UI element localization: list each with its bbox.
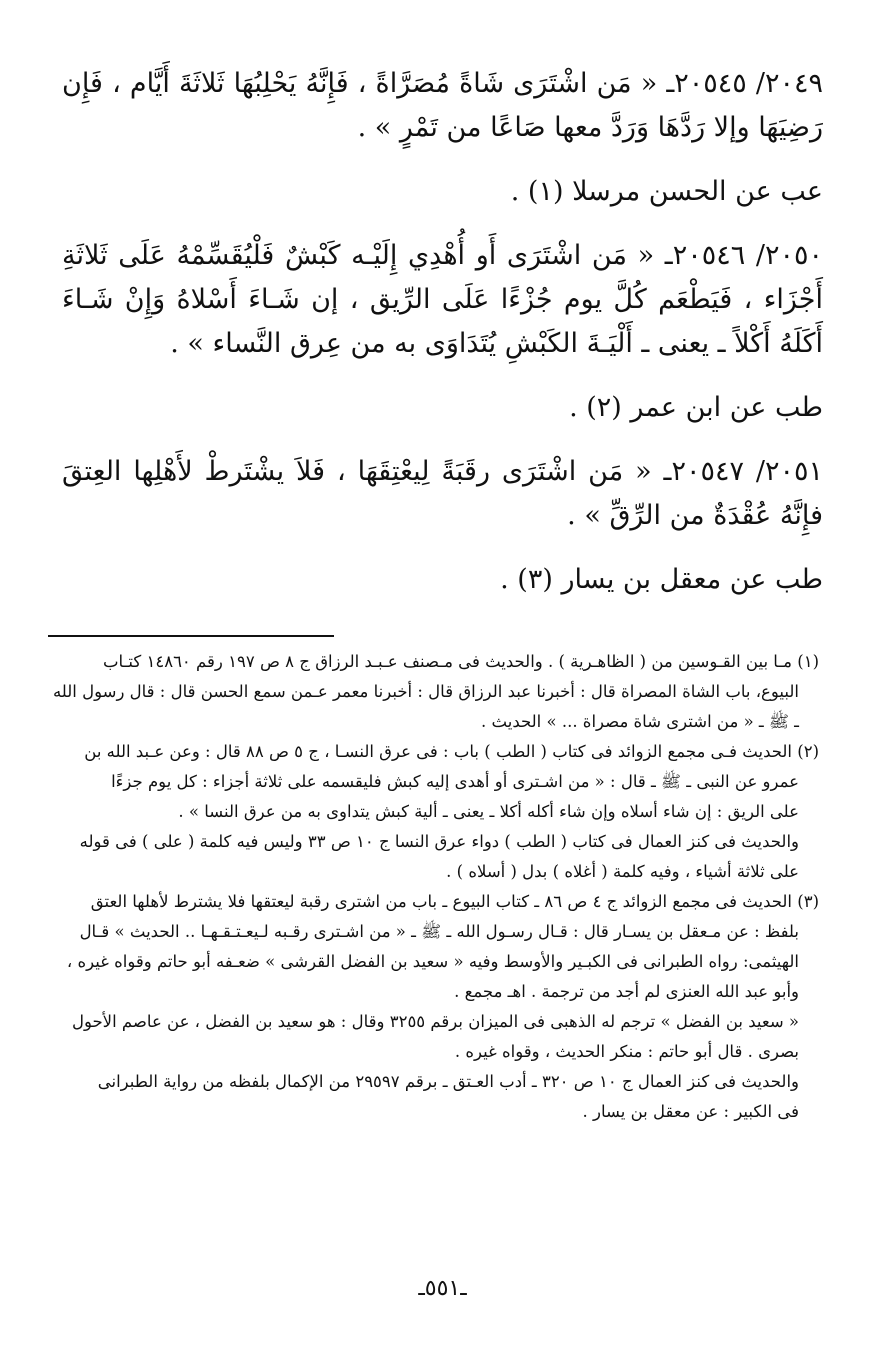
footnote-line: عمرو عن النبى ـ ﷺ ـ قال : « من اشـترى أو أهدى إليه كبش فليقسمه على ثلاثة أجزاء : كل يوم جزءًا [111, 772, 799, 791]
hadith-2049-source: عب عن الحسن مرسلا (١) . [510, 176, 823, 207]
hadith-2049-text: ٢٠٤٩/ ٢٠٥٤٥ـ « مَن اشْتَرَى شَاةً مُصَرَّاةً ، فَإِنَّهُ يَحْلِبُهَا ثَلاثَةَ أَيَّام ، فَإِن رَضِيَهَا وإلا رَدَّهَا وَرَدَّ معها صَاعًا من تَمْرٍ » . [62, 68, 823, 143]
footnotes-section [52, 647, 819, 1127]
footnote-line: على الريق : إن شاء أسلاه وإن شاء أكله أكلا ـ يعنى ـ ألية كبش يتداوى به من عرق النسا » . [178, 802, 799, 821]
page-number: ـ٥٥١ـ [418, 1276, 467, 1301]
footnote-3 [52, 887, 819, 1127]
footnote-line: (٣) الحديث فى مجمع الزوائد ج ٤ ص ٨٦ ـ كتاب البيوع ـ باب من اشترى رقبة ليعتقها فلا يشترط لأهلها العتق [90, 892, 819, 911]
footnote-line: على ثلاثة أشياء ، وفيه كلمة ( أغلاه ) بدل ( أسلاه ) . [446, 862, 799, 881]
footnote-line: فى الكبير : عن معقل بن يسار . [582, 1102, 799, 1121]
footnote-line: « سعيد بن الفضل » ترجم له الذهبى فى الميزان برقم ٣٢٥٥ وقال : هو سعيد بن الفضل ، عن عاصم الأحول [71, 1012, 799, 1031]
footnote-divider [48, 635, 334, 637]
footnote-2 [52, 737, 819, 887]
hadith-2050-source: طب عن ابن عمر (٢) . [569, 392, 823, 423]
footnote-line: بلفظ : عن مـعقل بن يسـار قال : قـال رسـول الله ـ ﷺ ـ « من اشـترى رقـبه لـيعـتـقـهـا .. الحديث » قـال [79, 922, 799, 941]
hadith-section [62, 62, 823, 622]
footnote-line: والحديث فى كنز العمال ج ١٠ ص ٣٢٠ ـ أدب العـتق ـ برقم ٢٩٥٩٧ من الإكمال بلفظه من رواية الطبرانى [97, 1072, 799, 1091]
footnote-line: وأبو عبد الله العنزى لم أجد من ترجمة . اهـ مجمع . [454, 982, 799, 1001]
footnote-line: ـ ﷺ ـ « من اشترى شاة مصراة ... » الحديث . [481, 712, 799, 731]
footnote-line: والحديث فى كنز العمال فى كتاب ( الطب ) دواء عرق النسا ج ١٠ ص ٣٣ وليس فيه كلمة ( على ) فى قوله [79, 832, 799, 851]
hadith-2051-text: ٢٠٥١/ ٢٠٥٤٧ـ « مَن اشْتَرَى رقَبَةً لِيعْتِقَهَا ، فَلاَ يشْتَرطْ لأَهْلِها العِتقَ فإِنَّهُ عُقْدَةٌ من الرِّقِّ » . [62, 456, 824, 531]
footnote-1 [52, 647, 819, 737]
hadith-2050-text: ٢٠٥٠/ ٢٠٥٤٦ـ « مَن اشْتَرَى أَو أُهْدِي إِلَيْـه كَبْشٌ فَلْيُقَسِّمْهُ عَلَى ثَلاثَةِ أَجْزَاء ، فَيَطْعَم كُلَّ يوم جُزْءًا عَلَى الرِّيق ، إن شَـاءَ أَسْلاهُ وَإِنْ شَـاءَ أَكَلَهُ أَكْلاً ـ يعنى ـ أَلْيَـةَ الكَبْشِ يُتَدَاوَى به من عِرق النَّساء » . [62, 240, 823, 359]
footnote-line: (١) مـا بين القـوسين من ( الظاهـرية ) . والحديث فى مـصنف عـبـد الرزاق ج ٨ ص ١٩٧ رقم ١٤٨٦٠ كتـاب [103, 652, 819, 671]
hadith-2051-source: طب عن معقل بن يسار (٣) . [500, 564, 823, 595]
footnote-line: (٢) الحديث فـى مجمع الزوائد فى كتاب ( الطب ) باب : فى عرق النسـا ، ج ٥ ص ٨٨ قال : وعن عـبد الله بن [84, 742, 819, 761]
footnote-line: الهيثمى: رواه الطبرانى فى الكبـير والأوسط وفيه « سعيد بن الفضل القرشى » ضعـفه أبو حاتم وقواه غيره ، [66, 952, 799, 971]
footnote-line: بصرى . قال أبو حاتم : منكر الحديث ، وقواه غيره . [454, 1042, 799, 1061]
footnote-line: البيوع، باب الشاة المصراة قال : أخبرنا عبد الرزاق قال : أخبرنا معمر عـمن سمع الحسن قال : قال رسول الله [52, 682, 799, 701]
